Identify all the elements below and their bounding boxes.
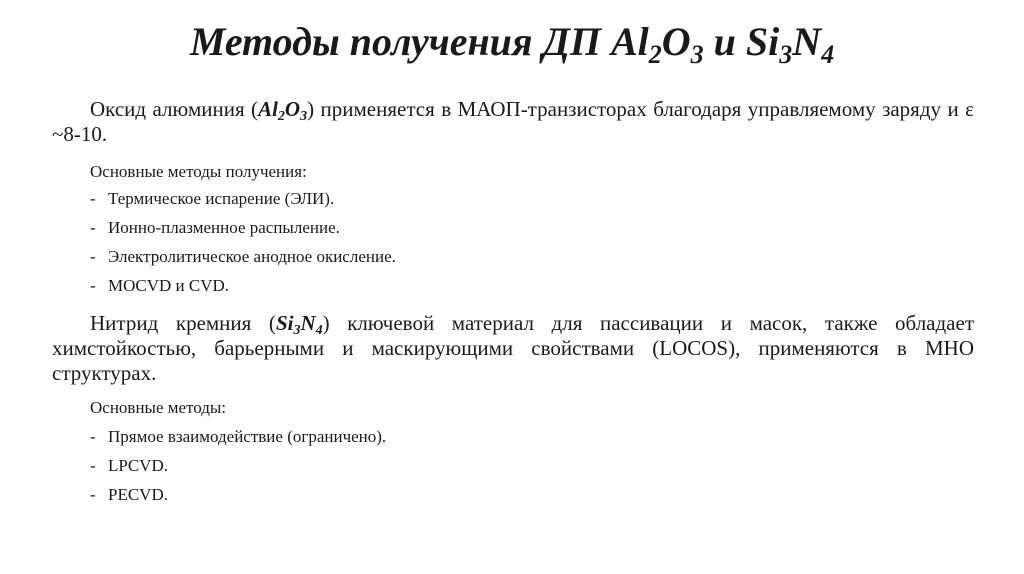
al2o3-methods-list [90,189,396,305]
list-item: - LPCVD. [90,456,168,475]
al2o3-paragraph: Оксид алюминия $(Al_2O_3)$ применяется в МАОП-транзисторах благодаря управляемому заряду и ε ~8-10. [52,97,974,146]
list-item: - Ионно-плазменное распыление. [90,218,340,237]
list-item: - Термическое испарение (ЭЛИ). [90,189,335,208]
si3n4-formula: $Si_3N_4$ [275,311,323,338]
list-item: - PECVD. [90,485,168,504]
si3n4-methods-list [90,427,386,514]
slide-title: Методы получения ДП $Al_2O_3$ и $Si_3N_4$ [189,19,835,69]
si3n4-methods-heading: Основные методы: [90,398,227,417]
list-item: - Прямое взаимодействие (ограничено). [90,427,387,446]
list-item: - MOCVD и CVD. [90,276,230,295]
al2o3-formula: $Al_2O_3$ [258,97,308,124]
si3n4-paragraph: Нитрид кремния $(Si_3N_4)$ ключевой материал для пассивации и масок, также обладает химстойкостью, барьерными и маскирующими свойствами (LOCOS), применяются в МНО структурах. [52,311,975,385]
al2o3-methods-heading: Основные методы получения: [90,162,307,181]
list-item: - Электролитическое анодное окисление. [90,247,396,266]
